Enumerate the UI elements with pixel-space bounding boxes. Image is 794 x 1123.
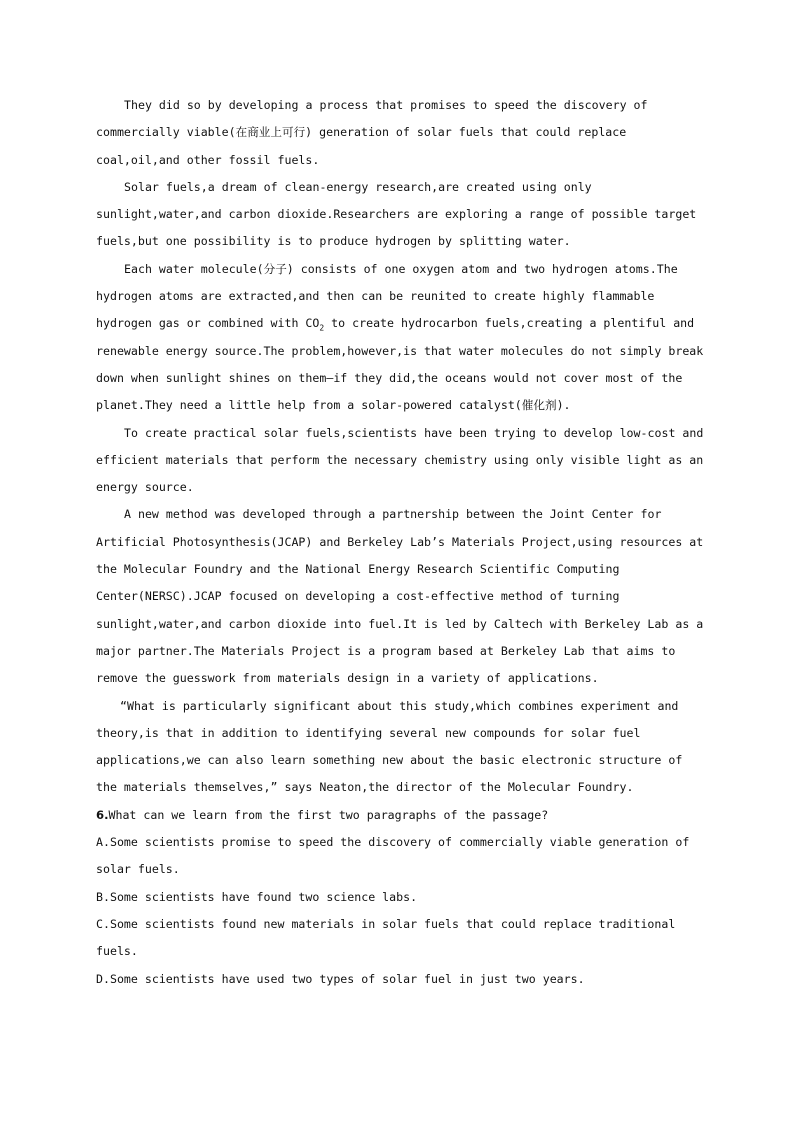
passage-body	[96, 92, 706, 993]
paragraph-3-text-a: Each water molecule(分子) consists of one oxygen atom and two hydrogen atoms.The hydrogen atoms are extracted,and then can be reunited to create highly flammable hydrogen gas or combined with CO	[96, 261, 678, 331]
option-b: B.Some scientists have found two science labs.	[96, 889, 418, 904]
option-d: D.Some scientists have used two types of solar fuel in just two years.	[96, 971, 585, 986]
paragraph-6: “What is particularly significant about this study,which combines experiment and theory,is that in addition to identifying several new compounds for solar fuel applications,we can also learn something new about the basic electronic structure of the materials themselves,” says Neaton,the director of the Molecular Foundry.	[96, 698, 683, 795]
question-6	[96, 802, 706, 829]
paragraph-3-text-b: to create hydrocarbon fuels,creating a plentiful and renewable energy source.The problem,however,is that water molecules do not simply break down when sunlight shines on them—if they did,the oceans would not cover most of the planet.They need a little help from a solar-powered catalyst(催化剂).	[96, 316, 704, 413]
paragraph-5: A new method was developed through a partnership between the Joint Center for Artificial Photosynthesis(JCAP) and Berkeley Lab’s Materials Project,using resources at the Molecular Foundry and the National Energy Research Scientific Computing Center(NERSC).JCAP focused on developing a cost-effective method of turning sunlight,water,and carbon dioxide into fuel.It is led by Caltech with Berkeley Lab as a major partner.The Materials Project is a program based at Berkeley Lab that aims to remove the guesswork from materials design in a variety of applications.	[96, 507, 704, 686]
question-number: 6.	[96, 807, 109, 822]
option-a: A.Some scientists promise to speed the discovery of commercially viable generation of solar fuels.	[96, 835, 690, 877]
paragraph-4: To create practical solar fuels,scientists have been trying to develop low-cost and efficient materials that perform the necessary chemistry using only visible light as an energy source.	[96, 425, 704, 495]
question-text: What can we learn from the first two paragraphs of the passage?	[108, 807, 549, 822]
paragraph-2: Solar fuels,a dream of clean-energy research,are created using only sunlight,water,and carbon dioxide.Researchers are exploring a range of possible target fuels,but one possibility is to produce hydrogen by splitting water.	[96, 179, 697, 249]
co2-subscript: 2	[319, 323, 325, 333]
option-c: C.Some scientists found new materials in solar fuels that could replace traditional fuels.	[96, 916, 676, 959]
paragraph-1: They did so by developing a process that promises to speed the discovery of commercially viable(在商业上可行) generation of solar fuels that could replace coal,oil,and other fossil fuels.	[96, 98, 648, 167]
paragraph-3	[96, 256, 706, 420]
